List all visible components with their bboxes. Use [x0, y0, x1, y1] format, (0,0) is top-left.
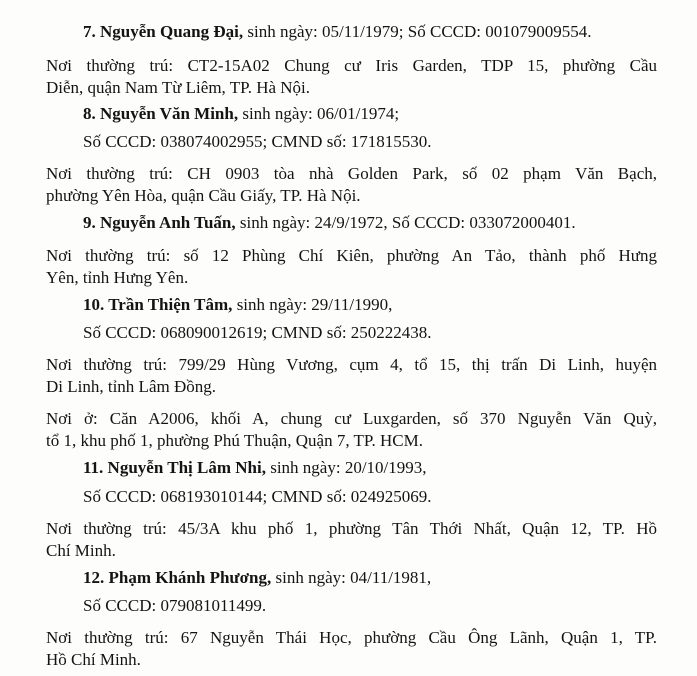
person-8-heading	[83, 104, 399, 124]
person-10-name: 10. Trần Thiện Tâm,	[83, 295, 233, 314]
person-10-id-line: Số CCCD: 068090012619; CMND số: 250222438.	[83, 323, 432, 342]
person-11-id-line: Số CCCD: 068193010144; CMND số: 024925069.	[83, 487, 432, 506]
person-12-birth: sinh ngày: 04/11/1981,	[271, 568, 432, 587]
person-7-residence-line-2: Diễn, quận Nam Từ Liêm, TP. Hà Nội.	[46, 78, 311, 97]
person-9-residence-line-2: Yên, tỉnh Hưng Yên.	[46, 268, 189, 287]
person-7-residence-line-1: Nơi thường trú: CT2-15A02 Chung cư Iris Garden, TDP 15, phường Cầu	[46, 56, 657, 75]
person-9-birth-id: sinh ngày: 24/9/1972, Số CCCD: 033072000401.	[235, 213, 576, 232]
person-9-residence-line-1: Nơi thường trú: số 12 Phùng Chí Kiên, phường An Tảo, thành phố Hưng	[46, 246, 657, 265]
person-7-birth-id: sinh ngày: 05/11/1979; Số CCCD: 001079009554.	[243, 22, 592, 41]
person-12-residence-line-1: Nơi thường trú: 67 Nguyễn Thái Học, phường Cầu Ông Lãnh, Quận 1, TP.	[46, 628, 657, 647]
person-7-name: 7. Nguyễn Quang Đại,	[83, 22, 244, 41]
person-11-residence-line-1: Nơi thường trú: 45/3A khu phố 1, phường Tân Thới Nhất, Quận 12, TP. Hồ	[46, 519, 657, 538]
person-9-heading	[83, 213, 576, 233]
person-11-name: 11. Nguyễn Thị Lâm Nhi,	[83, 458, 266, 477]
person-8-name: 8. Nguyễn Văn Minh,	[83, 104, 239, 123]
person-8-id-line: Số CCCD: 038074002955; CMND số: 171815530.	[83, 132, 432, 151]
person-11-heading	[83, 458, 427, 478]
person-12-residence-line-2: Hồ Chí Minh.	[46, 650, 141, 669]
person-10-address-line-1: Nơi ở: Căn A2006, khối A, chung cư Luxgarden, số 370 Nguyễn Văn Quỳ,	[46, 409, 657, 428]
person-10-heading	[83, 295, 392, 315]
person-10-residence-line-1: Nơi thường trú: 799/29 Hùng Vương, cụm 4, tổ 15, thị trấn Di Linh, huyện	[46, 355, 657, 374]
person-8-birth: sinh ngày: 06/01/1974;	[238, 104, 400, 123]
person-9-name: 9. Nguyễn Anh Tuấn,	[83, 213, 236, 232]
person-10-address-line-2: tổ 1, khu phố 1, phường Phú Thuận, Quận 7, TP. HCM.	[46, 431, 423, 450]
person-10-birth: sinh ngày: 29/11/1990,	[232, 295, 393, 314]
person-8-residence-line-2: phường Yên Hòa, quận Cầu Giấy, TP. Hà Nội.	[46, 186, 361, 205]
person-11-residence-line-2: Chí Minh.	[46, 541, 116, 560]
person-12-name: 12. Phạm Khánh Phương,	[83, 568, 272, 587]
person-11-birth: sinh ngày: 20/10/1993,	[265, 458, 427, 477]
person-12-id-line: Số CCCD: 079081011499.	[83, 596, 267, 615]
person-10-residence-line-2: Di Linh, tỉnh Lâm Đồng.	[46, 377, 216, 396]
person-12-heading	[83, 568, 431, 588]
person-8-residence-line-1: Nơi thường trú: CH 0903 tòa nhà Golden Park, số 02 phạm Văn Bạch,	[46, 164, 657, 183]
person-7-heading	[83, 22, 592, 42]
